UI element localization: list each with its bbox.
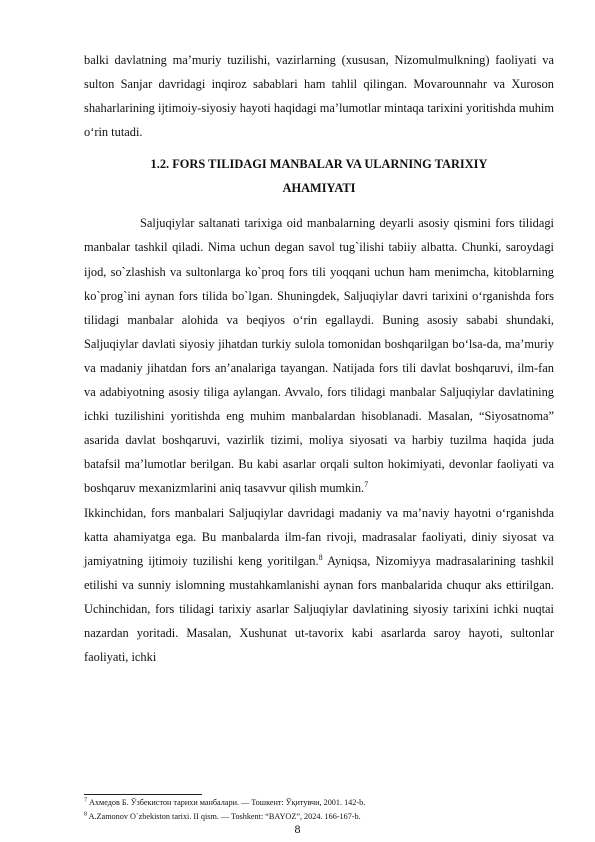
paragraph-text: Ikkinchidan, fors manbalari Saljuqiylar davridagi madaniy va ma’naviy hayotni o‘rganishda katta ahamiyatga ega. Bu manbalarda ilm-fan rivoji, madrasalar faoliyati, diniy siyosat va jamiyatning ijtimoiy tuzilishi keng yoritilgan. — [84, 505, 554, 568]
section-heading-line-1: 1.2. FORS TILIDAGI MANBALAR VA ULARNING TARIXIY — [150, 157, 488, 172]
paragraph-persian-sources — [84, 211, 554, 500]
footnote-ref-8[interactable]: 8 — [318, 552, 323, 562]
footnote-8 — [84, 810, 554, 824]
page-body — [84, 48, 554, 669]
paragraph-intro-continuation — [84, 48, 554, 144]
paragraph-cultural-significance — [84, 501, 554, 670]
section-heading — [84, 152, 554, 200]
footnote-text-7: Ахмедов Б. Ўзбекистон тарихи манбалари. — Тошкент: Ўқитувчи, 2001. 142-b. — [87, 798, 366, 807]
paragraph-text: balki davlatning ma’muriy tuzilishi, vazirlarning (xususan, Nizomulmulkning) faoliyati va sulton Sanjar davridagi inqiroz sabablari ham tahlil qilingan. Movarounnahr va Xuroson shaharlarining ijtimoiy-siyosiy hayoti haqidagi ma’lumotlar mintaqa tarixini yoritishda muhim o‘rin tutadi. — [84, 53, 554, 140]
footnote-7 — [84, 796, 554, 810]
footnote-text-8: A.Zamonov O`zbekiston tarixi. II qism. — Toshkent: “BAYOZ”, 2024. 166-167-b. — [87, 811, 361, 821]
page-number: 8 — [294, 822, 301, 836]
paragraph-text-continued: Ayniqsa, Nizomiyya madrasalarining tashkil etilishi va sunniy islomning mustahkamlanishi aynan fors manbalarida chuqur aks ettirilgan. Uchinchidan, fors tilidagi tarixiy asarlar Saljuqiylar davlatining siyosiy tarixini ichki nuqtai nazardan yoritadi. Masalan, Xushunat ut-tavorix kabi asarlarda saroy hayoti, sultonlar faoliyati, ichki — [84, 553, 554, 665]
footnote-ref-7[interactable]: 7 — [364, 480, 369, 490]
footnote-number-7: 7 — [84, 797, 87, 804]
footnote-number-8: 8 — [84, 810, 87, 817]
footnotes — [84, 796, 554, 823]
footnote-separator — [84, 794, 202, 795]
paragraph-text: Saljuqiylar saltanati tarixiga oid manbalarning deyarli asosiy qismini fors tilidagi manbalar tashkil qiladi. Nima uchun degan savol tug`ilishi tabiiy albatta. Chunki, saroydagi ijod, so`zlashish va sultonlarga ko`proq fors tili yoqqani uchun ham menimcha, kitoblarning ko`prog`ini aynan fors tilida bo`lgan. Shuningdek, Saljuqiylar davri tarixini o‘rganishda fors tilidagi manbalar alohida va beqiyos o‘rin egallaydi. Buning asosiy sababi shundaki, Saljuqiylar davlati siyosiy jihatdan turkiy sulola tomonidan boshqarilgan bo‘lsa-da, ma’muriy va madaniy jihatdan fors an’analariga tayangan. Natijada fors tili davlat boshqaruvi, ilm-fan va adabiyotning asosiy tiliga aylangan. Avvalo, fors tilidagi manbalar Saljuqiylar davlatining ichki tuzilishini yoritishda eng muhim manbalardan hisoblanadi. Masalan, “Siyosatnoma” asarida davlat boshqaruvi, vazirlik tizimi, moliya siyosati va harbiy tuzilma haqida juda batafsil ma’lumotlar berilgan. Bu kabi asarlar orqali sulton hokimiyati, devonlar faoliyati va boshqaruv mexanizmlarini aniq tasavvur qilish mumkin. — [84, 216, 554, 496]
section-heading-line-2: AHAMIYATI — [282, 181, 356, 196]
